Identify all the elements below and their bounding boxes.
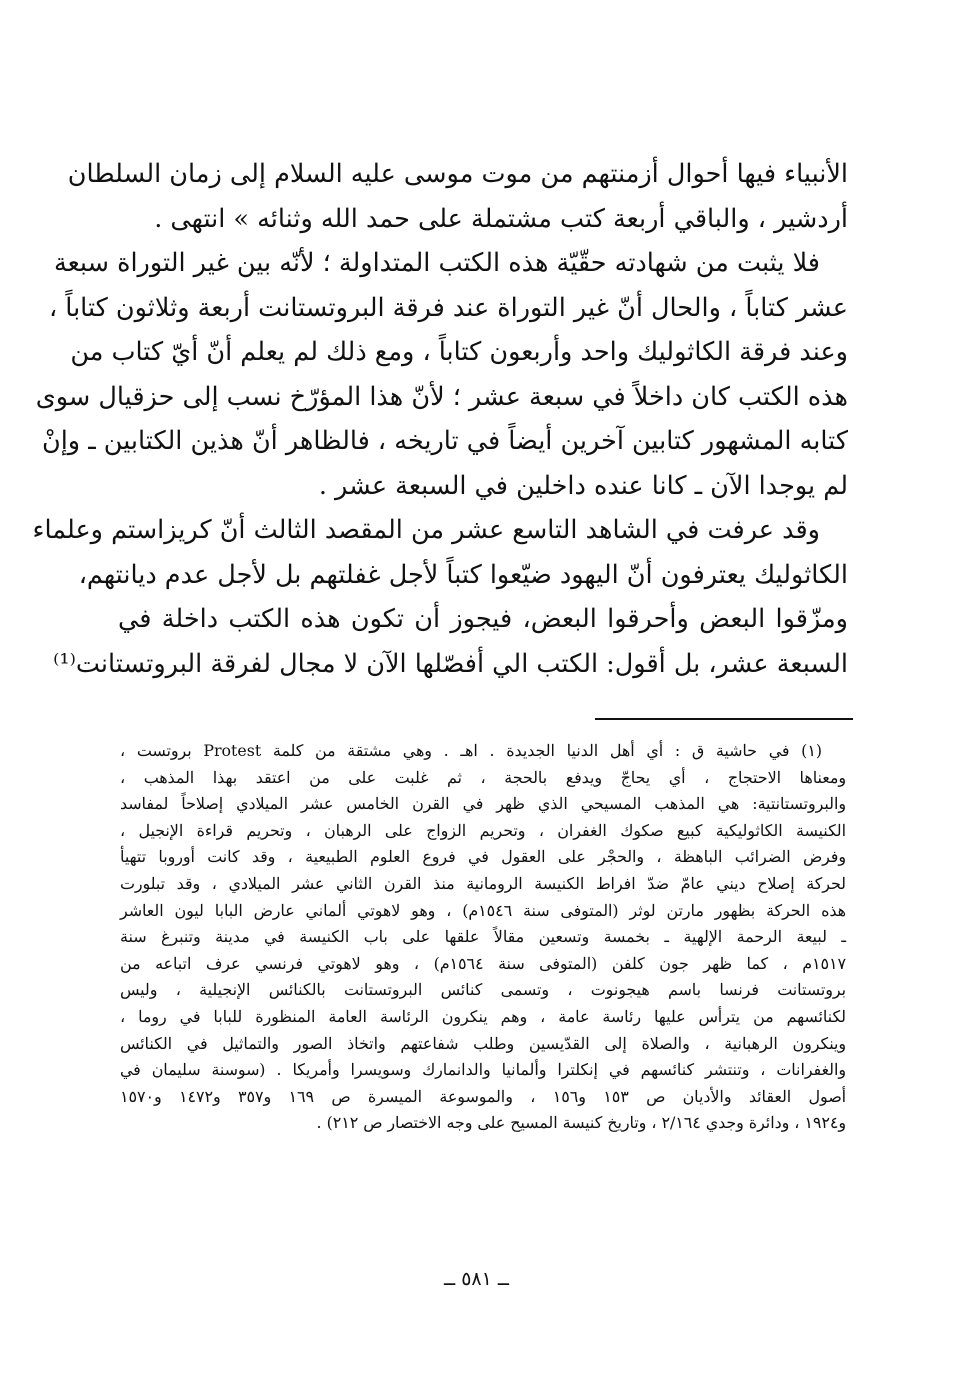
footnote-line: (١) في حاشية ق : أي أهل الدنيا الجديدة . اهـ . وهي مشتقة من كلمة Protest بروتست ، — [120, 741, 822, 760]
text-line: أردشير ، والباقي أربعة كتب مشتملة على حمد الله وثنائه » انتهى . — [154, 203, 848, 234]
text-line: السبعة عشر، بل أقول: الكتب الي أفصّلها الآن لا مجال لفرقة البروتستانت⁽¹⁾ — [53, 648, 848, 679]
text-line: عشر كتاباً ، والحال أنّ غير التوراة عند فرقة البروتستانت أربعة وثلاثون كتاباً ، — [48, 292, 848, 323]
footnote-line: ـ لبيعة الرحمة الإلهية ـ بخمسة وتسعين مقالاً علقها على باب الكنيسة في مدينة وتنبرغ سنة — [120, 927, 846, 947]
text-line: الأنبياء فيها أحوال أزمنتهم من موت موسى عليه السلام إلى زمان السلطان — [67, 159, 848, 189]
footnote-line: ١٥١٧م ، كما ظهر جون كلفن (المتوفى سنة ١٥٦٤م) ، وهو لاهوتي فرنسي عرف اتباعه من — [120, 953, 846, 973]
footnote-line: وفرض الضرائب الباهظة ، والحجْر على العقول في فروع العلوم الطبيعية ، وقد كانت أوروبا تتهيأ — [120, 847, 846, 867]
text-line: وعند فرقة الكاثوليك واحد وأربعون كتاباً ، ومع ذلك لم يعلم أنّ أيّ كتاب من — [70, 337, 848, 367]
footnote-line: والبروتستانتية: هي المذهب المسيحي الذي ظهر في القرن الخامس عشر الميلادي إصلاحاً لمفاسد — [120, 794, 846, 814]
footnote-line: أصول العقائد والأديان ص ١٥٣ و١٥٦ ، والموسوعة الميسرة ص ١٦٩ و٣٥٧ و١٤٧٢ و١٥٧٠ — [120, 1086, 846, 1106]
text-line: فلا يثبت من شهادته حقّيّة هذه الكتب المتداولة ؛ لأنّه بين غير التوراة سبعة — [53, 248, 820, 278]
text-line: ومزّقوا البعض وأحرقوا البعض، فيجوز أن تكون هذه الكتب داخلة في — [118, 604, 848, 634]
page-number: ــ ٥٨١ ــ — [444, 1268, 509, 1290]
text-line: هذه الكتب كان داخلاً في سبعة عشر ؛ لأنّ هذا المؤرّخ نسب إلى حزقيال سوى — [35, 381, 848, 412]
footnote-line: و١٩٢٤ ، ودائرة وجدي ٢/١٦٤ ، وتاريخ كنيسة المسيح على وجه الاختصار ص ٢١٢) . — [316, 1113, 846, 1133]
footnote-line: الكنيسة الكاثوليكية كبيع صكوك الغفران ، وتحريم الزواج على الرهبان ، وتحريم قراءة الإنجيل ، — [120, 820, 846, 840]
footnote-divider — [595, 718, 853, 720]
footnote-line: بروتستانت فرنسا باسم هيجونوت ، وتسمى كنائس البروتستانت بالكنائس الإنجيلية ، وليس — [120, 980, 846, 1000]
text-line: لم يوجدا الآن ـ كانا عنده داخلين في السبعة عشر . — [318, 470, 848, 501]
footnote-line: هذه الحركة بظهور مارتن لوثر (المتوفى سنة ١٥٤٦م) ، وهو لاهوتي ألماني عارض البابا ليون العاشر — [120, 900, 847, 920]
text-line: كتابه المشهور كتابين آخرين أيضاً في تاريخه ، فالظاهر أنّ هذين الكتابين ـ وإنْ — [41, 426, 848, 456]
footnote-line: وينكرون الرهبانية ، والصلاة إلى القدّيسين وطلب شفاعتهم واتخاذ الصور والتماثيل في الكنائس — [120, 1033, 846, 1053]
main-text — [32, 152, 848, 686]
footnote-line: لحركة إصلاح ديني عامّ ضدّ افراط الكنيسة الرومانية منذ القرن الثاني عشر الميلادي ، وقد تبلورت — [120, 873, 846, 893]
footnote-line: لكنائسهم من يترأس عليها رئاسة عامة ، وهم ينكرون الرئاسة العامة المنظورة للبابا في روما ، — [120, 1006, 846, 1026]
footnote-line: ومعناها الاحتجاج ، أي يحاجّ ويدفع بالحجة ، ثم غلبت على من اعتقد بهذا المذهب ، — [120, 767, 846, 787]
text-line: وقد عرفت في الشاهد التاسع عشر من المقصد الثالث أنّ كريزاستم وعلماء — [32, 515, 820, 545]
footnotes — [120, 738, 846, 1137]
footnote-line: والغفرانات ، وتنتشر كنائسهم في إنكلترا وألمانيا والدانمارك وسويسرا وأمريكا . (سوسنة سليمان في — [120, 1060, 846, 1080]
text-line: الكاثوليك يعترفون أنّ اليهود ضيّعوا كتباً لأجل غفلتهم بل لأجل عدم ديانتهم، — [78, 559, 848, 590]
